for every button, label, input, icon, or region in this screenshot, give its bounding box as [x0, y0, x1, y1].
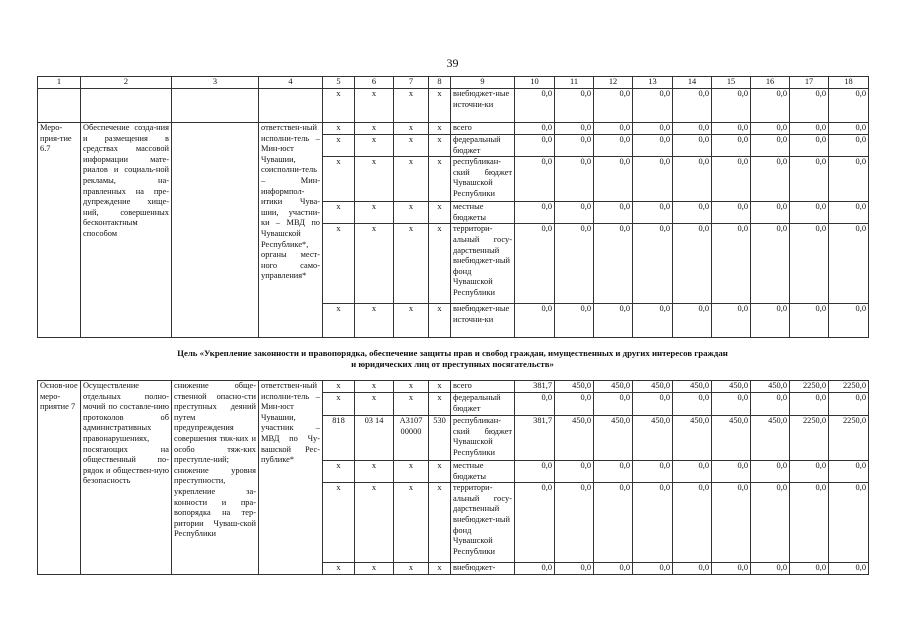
value-cell: 0,0 [594, 461, 633, 483]
code-cell: x [355, 393, 394, 416]
code-cell: x [323, 393, 355, 416]
value-cell: 0,0 [673, 202, 712, 224]
code-cell: 530 [429, 416, 451, 461]
value-cell: 450,0 [751, 416, 790, 461]
value-cell: 0,0 [829, 461, 869, 483]
value-cell: 450,0 [712, 416, 751, 461]
value-cell: 0,0 [751, 123, 790, 135]
code-cell: А3107 00000 [394, 416, 429, 461]
measure-label: Основ-ное меро-приятие 7 [38, 381, 81, 575]
column-number: 15 [712, 77, 751, 89]
value-cell: 0,0 [712, 123, 751, 135]
code-cell: 818 [323, 416, 355, 461]
column-number: 17 [790, 77, 829, 89]
code-cell: x [323, 224, 355, 304]
value-cell: 0,0 [633, 89, 673, 123]
column-number: 4 [259, 77, 323, 89]
value-cell: 0,0 [751, 304, 790, 338]
value-cell: 0,0 [751, 135, 790, 157]
value-cell: 0,0 [555, 135, 594, 157]
value-cell: 0,0 [673, 304, 712, 338]
value-cell: 0,0 [633, 157, 673, 202]
value-cell: 0,0 [555, 461, 594, 483]
code-cell: x [429, 381, 451, 393]
funding-source: республикан-ский бюджет Чувашской Республики [451, 157, 515, 202]
code-cell: x [394, 304, 429, 338]
value-cell: 0,0 [751, 89, 790, 123]
value-cell: 0,0 [712, 202, 751, 224]
code-cell: x [323, 89, 355, 123]
value-cell: 0,0 [790, 393, 829, 416]
goal-line-1: Цель «Укрепление законности и правопорядка, обеспечение защиты прав и свобод граждан, имущественных и других интересов граждан [177, 348, 728, 358]
measure-name: Осуществление отдельных полно-мочий по составле-нию протоколов об административных правонарушениях, посягающих на общественный по-рядок и обществен-ную безопасность [81, 381, 172, 575]
value-cell: 450,0 [594, 381, 633, 393]
column-number: 16 [751, 77, 790, 89]
value-cell: 0,0 [712, 393, 751, 416]
value-cell: 0,0 [673, 157, 712, 202]
goal-line-2: и юридических лиц от преступных посягательств» [351, 359, 554, 369]
value-cell: 0,0 [555, 157, 594, 202]
measure-label: Меро-прия-тие 6.7 [38, 123, 81, 338]
goal-heading [37, 348, 868, 370]
value-cell: 0,0 [829, 304, 869, 338]
value-cell: 0,0 [555, 202, 594, 224]
measure-executor: ответствен-ный исполни-тель – Мин-юст Чувашии, соисполни-тель – Мин-информпол-итики Чува-шии, участни-ки – МВД по Чувашской Республике*, органы мест-ного само-управления* [259, 123, 323, 338]
code-cell: x [429, 123, 451, 135]
value-cell: 0,0 [633, 135, 673, 157]
value-cell: 0,0 [790, 89, 829, 123]
code-cell: x [323, 123, 355, 135]
code-cell: x [323, 563, 355, 575]
code-cell: x [429, 483, 451, 563]
value-cell: 0,0 [673, 123, 712, 135]
value-cell: 0,0 [829, 202, 869, 224]
value-cell: 450,0 [555, 381, 594, 393]
funding-source: всего [451, 123, 515, 135]
code-cell: x [394, 202, 429, 224]
value-cell: 0,0 [712, 89, 751, 123]
value-cell: 450,0 [633, 416, 673, 461]
code-cell: x [355, 202, 394, 224]
code-cell: x [355, 157, 394, 202]
value-cell: 0,0 [555, 483, 594, 563]
funding-source: федеральный бюджет [451, 135, 515, 157]
code-cell: x [394, 381, 429, 393]
value-cell: 0,0 [790, 135, 829, 157]
code-cell: x [355, 89, 394, 123]
code-cell: x [394, 135, 429, 157]
code-cell: x [429, 393, 451, 416]
funding-source: всего [451, 381, 515, 393]
value-cell: 450,0 [594, 416, 633, 461]
code-cell: x [355, 461, 394, 483]
empty-cell [172, 89, 259, 123]
table-row [38, 381, 869, 393]
value-cell: 0,0 [751, 483, 790, 563]
value-cell: 2250,0 [829, 416, 869, 461]
column-number: 9 [451, 77, 515, 89]
value-cell: 0,0 [790, 461, 829, 483]
value-cell: 0,0 [712, 135, 751, 157]
measure-executor: ответствен-ный исполни-тель – Мин-юст Чувашии, участник – МВД по Чу-вашской Рес-публике* [259, 381, 323, 575]
value-cell: 0,0 [515, 483, 555, 563]
value-cell: 0,0 [829, 224, 869, 304]
code-cell: x [394, 563, 429, 575]
value-cell: 0,0 [515, 157, 555, 202]
funding-source: территори-альный госу-дарственный внебюджет-ный фонд Чувашской Республики [451, 224, 515, 304]
value-cell: 0,0 [790, 483, 829, 563]
code-cell: x [429, 157, 451, 202]
value-cell: 0,0 [594, 304, 633, 338]
empty-cell [81, 89, 172, 123]
value-cell: 0,0 [633, 123, 673, 135]
measure-indicator [172, 123, 259, 338]
value-cell: 0,0 [829, 563, 869, 575]
value-cell: 0,0 [751, 393, 790, 416]
column-number: 3 [172, 77, 259, 89]
budget-table-bottom [37, 380, 869, 575]
budget-table-top [37, 76, 869, 338]
funding-source: внебюджет-ные источни-ки [451, 89, 515, 123]
column-number: 5 [323, 77, 355, 89]
value-cell: 0,0 [594, 89, 633, 123]
value-cell: 0,0 [673, 89, 712, 123]
value-cell: 0,0 [594, 202, 633, 224]
value-cell: 0,0 [673, 461, 712, 483]
value-cell: 0,0 [673, 224, 712, 304]
code-cell: 03 14 [355, 416, 394, 461]
code-cell: x [355, 381, 394, 393]
code-cell: x [323, 381, 355, 393]
value-cell: 450,0 [673, 416, 712, 461]
value-cell: 0,0 [515, 563, 555, 575]
value-cell: 0,0 [673, 563, 712, 575]
code-cell: x [429, 461, 451, 483]
value-cell: 0,0 [594, 224, 633, 304]
value-cell: 0,0 [712, 304, 751, 338]
value-cell: 0,0 [633, 224, 673, 304]
page-number: 39 [446, 56, 459, 70]
code-cell: x [394, 461, 429, 483]
value-cell: 0,0 [515, 89, 555, 123]
value-cell: 2250,0 [829, 381, 869, 393]
value-cell: 0,0 [829, 157, 869, 202]
value-cell: 0,0 [515, 135, 555, 157]
value-cell: 0,0 [594, 563, 633, 575]
empty-cell [259, 89, 323, 123]
table-row [38, 89, 869, 123]
value-cell: 381,7 [515, 381, 555, 393]
value-cell: 0,0 [712, 224, 751, 304]
funding-source: территори-альный госу-дарственный внебюджет-ный фонд Чувашской Республики [451, 483, 515, 563]
header-row [38, 77, 869, 89]
code-cell: x [323, 304, 355, 338]
measure-indicator: снижение обще-ственной опасно-сти преступных деяний путем предупреждения совершения тяж-ких и особо тяж-ких преступле-ний; снижение уровня преступности, укрепление за-конности и пра-вопорядка на тер-ритории Чуваш-ской Республики [172, 381, 259, 575]
value-cell: 0,0 [673, 135, 712, 157]
value-cell: 0,0 [555, 304, 594, 338]
value-cell: 2250,0 [790, 416, 829, 461]
value-cell: 0,0 [555, 563, 594, 575]
value-cell: 0,0 [515, 224, 555, 304]
code-cell: x [355, 224, 394, 304]
code-cell: x [394, 224, 429, 304]
code-cell: x [429, 89, 451, 123]
value-cell: 0,0 [633, 202, 673, 224]
value-cell: 0,0 [515, 202, 555, 224]
column-number: 8 [429, 77, 451, 89]
value-cell: 0,0 [594, 157, 633, 202]
column-number: 10 [515, 77, 555, 89]
value-cell: 0,0 [790, 202, 829, 224]
code-cell: x [394, 483, 429, 563]
column-number: 11 [555, 77, 594, 89]
value-cell: 0,0 [751, 461, 790, 483]
value-cell: 0,0 [751, 224, 790, 304]
value-cell: 0,0 [829, 393, 869, 416]
value-cell: 0,0 [594, 135, 633, 157]
value-cell: 450,0 [555, 416, 594, 461]
value-cell: 0,0 [829, 135, 869, 157]
funding-source: республикан-ский бюджет Чувашской Республики [451, 416, 515, 461]
value-cell: 0,0 [712, 483, 751, 563]
code-cell: x [429, 135, 451, 157]
value-cell: 0,0 [790, 123, 829, 135]
code-cell: x [355, 304, 394, 338]
value-cell: 0,0 [790, 304, 829, 338]
code-cell: x [355, 135, 394, 157]
code-cell: x [355, 483, 394, 563]
value-cell: 0,0 [790, 563, 829, 575]
value-cell: 0,0 [751, 563, 790, 575]
code-cell: x [323, 461, 355, 483]
code-cell: x [429, 304, 451, 338]
value-cell: 381,7 [515, 416, 555, 461]
value-cell: 0,0 [633, 304, 673, 338]
value-cell: 0,0 [555, 224, 594, 304]
code-cell: x [323, 135, 355, 157]
code-cell: x [355, 563, 394, 575]
funding-source: внебюджет-ные источни-ки [451, 304, 515, 338]
value-cell: 0,0 [712, 563, 751, 575]
code-cell: x [394, 89, 429, 123]
code-cell: x [323, 483, 355, 563]
value-cell: 0,0 [673, 393, 712, 416]
code-cell: x [394, 157, 429, 202]
value-cell: 0,0 [594, 393, 633, 416]
column-number: 1 [38, 77, 81, 89]
funding-source: местные бюджеты [451, 461, 515, 483]
value-cell: 0,0 [633, 483, 673, 563]
column-number: 18 [829, 77, 869, 89]
value-cell: 0,0 [594, 123, 633, 135]
code-cell: x [394, 123, 429, 135]
value-cell: 0,0 [829, 89, 869, 123]
value-cell: 450,0 [751, 381, 790, 393]
column-number: 7 [394, 77, 429, 89]
code-cell: x [429, 563, 451, 575]
value-cell: 0,0 [555, 89, 594, 123]
value-cell: 0,0 [515, 393, 555, 416]
code-cell: x [323, 157, 355, 202]
value-cell: 450,0 [633, 381, 673, 393]
value-cell: 0,0 [673, 483, 712, 563]
value-cell: 0,0 [829, 123, 869, 135]
table-row [38, 123, 869, 135]
code-cell: x [394, 393, 429, 416]
value-cell: 0,0 [751, 157, 790, 202]
funding-source: внебюджет- [451, 563, 515, 575]
code-cell: x [429, 202, 451, 224]
value-cell: 0,0 [594, 483, 633, 563]
value-cell: 0,0 [712, 157, 751, 202]
value-cell: 0,0 [790, 224, 829, 304]
code-cell: x [323, 202, 355, 224]
value-cell: 450,0 [712, 381, 751, 393]
column-number: 2 [81, 77, 172, 89]
value-cell: 450,0 [673, 381, 712, 393]
code-cell: x [429, 224, 451, 304]
measure-name: Обеспечение созда-ния и размещения в средствах массовой информации мате-риалов и социаль-ной рекламы, на-правленных на пре-дупреждение хище-ний, совершенных бесконтактным способом [81, 123, 172, 338]
funding-source: федеральный бюджет [451, 393, 515, 416]
value-cell: 0,0 [555, 393, 594, 416]
value-cell: 0,0 [829, 483, 869, 563]
column-number: 6 [355, 77, 394, 89]
value-cell: 0,0 [790, 157, 829, 202]
value-cell: 0,0 [712, 461, 751, 483]
value-cell: 0,0 [751, 202, 790, 224]
value-cell: 0,0 [633, 563, 673, 575]
column-number: 13 [633, 77, 673, 89]
value-cell: 0,0 [633, 461, 673, 483]
empty-cell [38, 89, 81, 123]
value-cell: 0,0 [515, 123, 555, 135]
value-cell: 0,0 [555, 123, 594, 135]
value-cell: 0,0 [633, 393, 673, 416]
column-number: 12 [594, 77, 633, 89]
funding-source: местные бюджеты [451, 202, 515, 224]
value-cell: 0,0 [515, 461, 555, 483]
value-cell: 2250,0 [790, 381, 829, 393]
value-cell: 0,0 [515, 304, 555, 338]
column-number: 14 [673, 77, 712, 89]
code-cell: x [355, 123, 394, 135]
